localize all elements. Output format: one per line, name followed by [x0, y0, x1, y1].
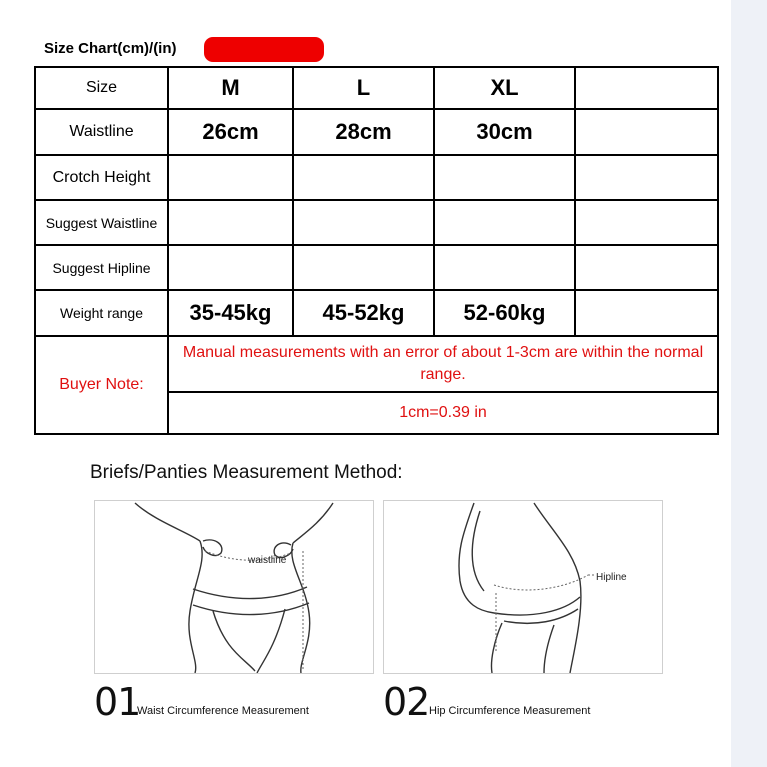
value-cell [168, 245, 293, 290]
row-label-waistline: Waistline [35, 109, 168, 155]
table-header-row [35, 67, 718, 109]
value-cell [575, 200, 718, 245]
buyer-note-text: Manual measurements with an error of about 1-3cm are within the normal range. [168, 336, 718, 392]
waist-figure-drawing [95, 501, 373, 673]
step-number-02: 02 [383, 680, 430, 724]
value-cell: 26cm [168, 109, 293, 155]
value-cell [575, 290, 718, 336]
waistline-tag: waistline [248, 555, 287, 566]
redaction-mark [204, 37, 324, 62]
value-cell [434, 200, 575, 245]
table-row-suggest-waistline [35, 200, 718, 245]
step-number-01: 01 [94, 680, 141, 724]
unit-conversion-text: 1cm=0.39 in [168, 392, 718, 434]
hip-measurement-illustration [383, 500, 663, 674]
row-label-suggest-waistline: Suggest Waistline [35, 200, 168, 245]
row-label-weight-range: Weight range [35, 290, 168, 336]
table-row-waistline [35, 109, 718, 155]
waist-measurement-illustration [94, 500, 374, 674]
value-cell: 35-45kg [168, 290, 293, 336]
size-m-header: M [168, 67, 293, 109]
buyer-note-label: Buyer Note: [35, 336, 168, 434]
step-caption-hip: Hip Circumference Measurement [429, 705, 591, 717]
value-cell [168, 200, 293, 245]
row-label-suggest-hipline: Suggest Hipline [35, 245, 168, 290]
table-row-suggest-hipline [35, 245, 718, 290]
value-cell [575, 245, 718, 290]
side-panel [731, 0, 767, 767]
hip-figure-drawing [384, 501, 662, 673]
value-cell [575, 155, 718, 200]
value-cell: 52-60kg [434, 290, 575, 336]
size-xl-header: XL [434, 67, 575, 109]
size-label-cell: Size [35, 67, 168, 109]
value-cell [293, 245, 434, 290]
row-label-crotch-height: Crotch Height [35, 155, 168, 200]
size-empty-header [575, 67, 718, 109]
value-cell [293, 155, 434, 200]
value-cell [293, 200, 434, 245]
value-cell [575, 109, 718, 155]
value-cell [434, 155, 575, 200]
size-chart-title: Size Chart(cm)/(in) [44, 40, 177, 57]
table-row-crotch-height [35, 155, 718, 200]
hipline-tag: Hipline [596, 572, 627, 583]
table-row-weight-range [35, 290, 718, 336]
size-table [34, 66, 719, 435]
step-caption-waist: Waist Circumference Measurement [137, 705, 309, 717]
value-cell [434, 245, 575, 290]
measurement-method-title: Briefs/Panties Measurement Method: [90, 462, 403, 483]
value-cell: 45-52kg [293, 290, 434, 336]
value-cell: 30cm [434, 109, 575, 155]
value-cell [168, 155, 293, 200]
value-cell: 28cm [293, 109, 434, 155]
size-l-header: L [293, 67, 434, 109]
table-row-buyer-note [35, 336, 718, 392]
